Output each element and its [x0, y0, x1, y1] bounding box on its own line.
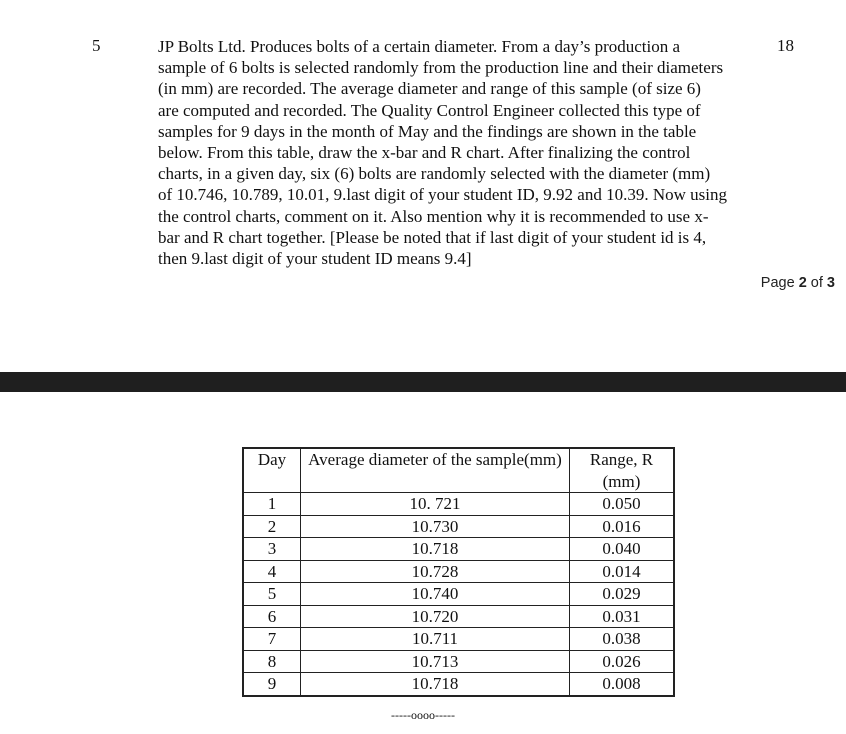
cell-range: 0.016 [570, 515, 675, 538]
cell-avg: 10.740 [301, 583, 570, 606]
cell-avg: 10.718 [301, 673, 570, 696]
page-current: 2 [798, 275, 807, 291]
question-line: bar and R chart together. [Please be noted that if last digit of your student id is 4, [158, 227, 707, 247]
cell-day: 5 [243, 583, 301, 606]
cell-day: 4 [243, 560, 301, 583]
cell-range: 0.029 [570, 583, 675, 606]
question-line: of 10.746, 10.789, 10.01, 9.last digit of your student ID, 9.92 and 10.39. Now using [158, 185, 727, 205]
question-line: JP Bolts Ltd. Produces bolts of a certain diameter. From a day’s production a [158, 37, 681, 56]
question-line: below. From this table, draw the x-bar and R chart. After finalizing the control [158, 143, 691, 163]
cell-day: 2 [243, 515, 301, 538]
header-day: Day [243, 448, 301, 493]
question-line: (in mm) are recorded. The average diameter and range of this sample (of size 6) [158, 79, 701, 99]
table-row [243, 628, 674, 651]
cell-avg: 10.730 [301, 515, 570, 538]
cell-range: 0.038 [570, 628, 675, 651]
table-row [243, 605, 674, 628]
table-row [243, 650, 674, 673]
cell-range: 0.031 [570, 605, 675, 628]
cell-avg: 10. 721 [301, 493, 570, 516]
cell-range: 0.050 [570, 493, 675, 516]
cell-avg: 10.720 [301, 605, 570, 628]
question-line: then 9.last digit of your student ID means 9.4] [158, 249, 472, 269]
table-row [243, 560, 674, 583]
cell-avg: 10.713 [301, 650, 570, 673]
cell-day: 7 [243, 628, 301, 651]
table-row [243, 673, 674, 696]
cell-range: 0.026 [570, 650, 675, 673]
header-avg: Average diameter of the sample(mm) [301, 448, 570, 493]
question-text [158, 36, 763, 269]
page-prefix: Page [760, 275, 795, 291]
header-range: Range, R (mm) [570, 448, 675, 493]
cell-range: 0.040 [570, 538, 675, 561]
data-table [242, 447, 675, 697]
page-indicator [761, 275, 835, 291]
table-row [243, 515, 674, 538]
cell-avg: 10.718 [301, 538, 570, 561]
table-row [243, 538, 674, 561]
page-total: 3 [826, 275, 835, 291]
end-mark: -----oooo----- [391, 708, 455, 722]
table-row [243, 493, 674, 516]
table-row [243, 583, 674, 606]
cell-day: 1 [243, 493, 301, 516]
page-of: of [810, 275, 823, 291]
question-line: samples for 9 days in the month of May and the findings are shown in the table [158, 121, 697, 141]
cell-avg: 10.728 [301, 560, 570, 583]
question-number: 5 [92, 36, 101, 55]
cell-day: 3 [243, 538, 301, 561]
question-line: charts, in a given day, six (6) bolts are randomly selected with the diameter (mm) [158, 164, 711, 184]
question-line: the control charts, comment on it. Also mention why it is recommended to use x- [158, 206, 709, 226]
question-line: sample of 6 bolts is selected randomly from the production line and their diameters [158, 58, 724, 78]
cell-day: 6 [243, 605, 301, 628]
cell-range: 0.008 [570, 673, 675, 696]
cell-day: 9 [243, 673, 301, 696]
cell-range: 0.014 [570, 560, 675, 583]
table-header-row [243, 448, 674, 493]
cell-day: 8 [243, 650, 301, 673]
question-marks: 18 [777, 36, 794, 55]
question-line: are computed and recorded. The Quality Control Engineer collected this type of [158, 100, 701, 120]
cell-avg: 10.711 [301, 628, 570, 651]
page-divider [0, 372, 846, 392]
